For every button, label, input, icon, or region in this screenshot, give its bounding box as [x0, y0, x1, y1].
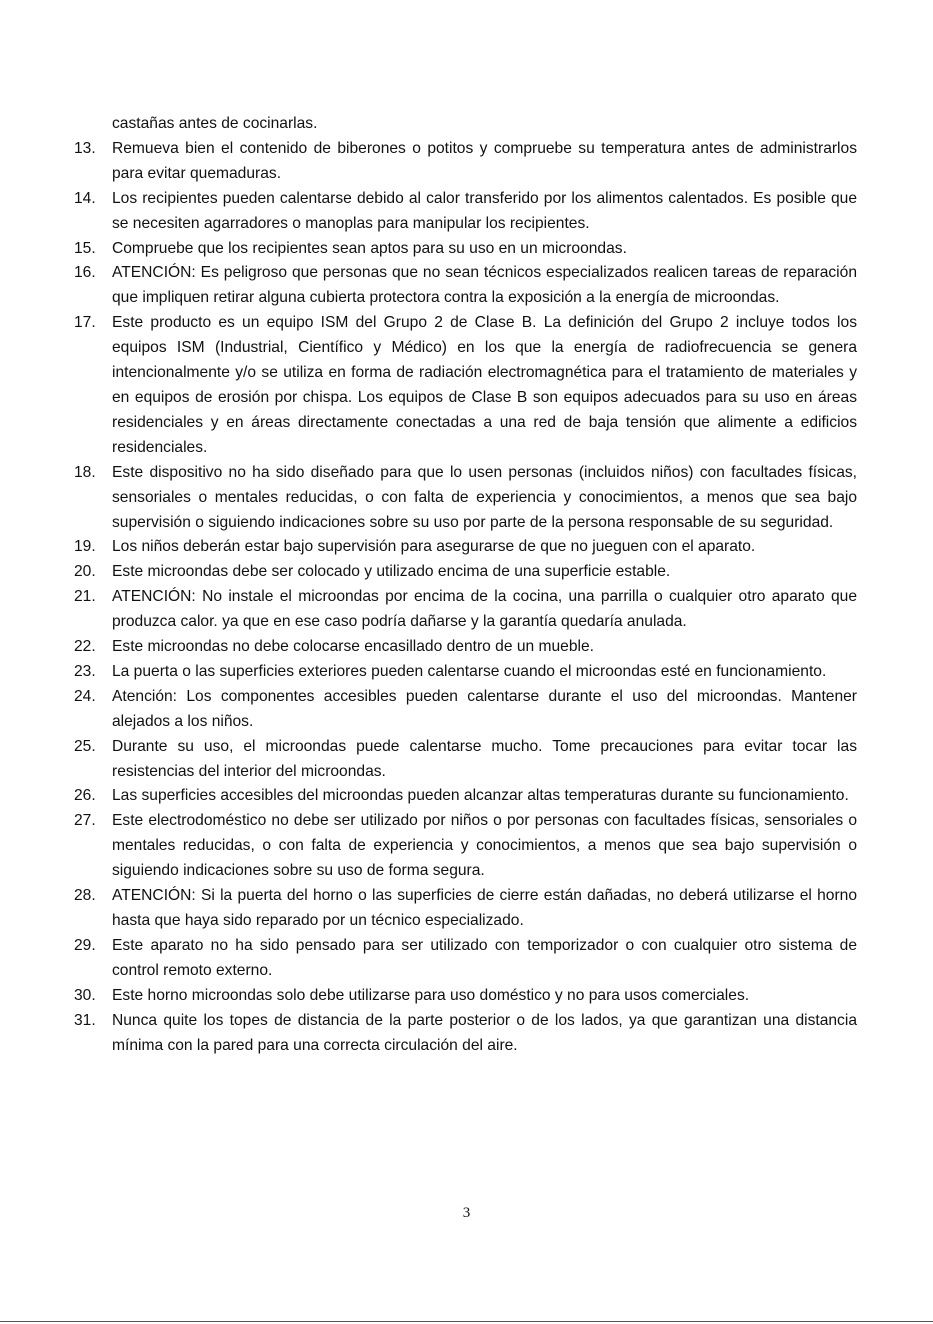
list-item	[74, 1009, 857, 1059]
item-text: Este electrodoméstico no debe ser utilizado por niños o por personas con facultades físicas, sensoriales o mentales reducidas, o con falta de experiencia y conocimientos, a menos que sea bajo supervisión o siguiendo indicaciones sobre su uso de forma segura.	[112, 812, 857, 880]
list-item	[74, 560, 857, 585]
list-item	[74, 237, 857, 262]
item-number: 25.	[74, 737, 96, 755]
item-number: 24.	[74, 687, 96, 705]
list-item	[74, 685, 857, 735]
item-number: 16.	[74, 264, 96, 282]
list-item	[74, 187, 857, 237]
item-number: 22.	[74, 638, 96, 656]
item-text: La puerta o las superficies exteriores pueden calentarse cuando el microondas esté en funcionamiento.	[112, 662, 827, 680]
list-item	[74, 809, 857, 884]
item-number: 14.	[74, 189, 96, 207]
list-item	[74, 934, 857, 984]
item-number: 29.	[74, 936, 96, 954]
list-item	[74, 884, 857, 934]
list-item	[74, 137, 857, 187]
item-text: Remueva bien el contenido de biberones o potitos y compruebe su temperatura antes de administrarlos para evitar quemaduras.	[112, 139, 857, 182]
page-number: 3	[462, 1205, 471, 1221]
item-number: 15.	[74, 239, 96, 257]
list-item	[74, 261, 857, 311]
item-number: 26.	[74, 787, 96, 805]
item-text: ATENCIÓN: Es peligroso que personas que no sean técnicos especializados realicen tareas de reparación que impliquen retirar alguna cubierta protectora contra la exposición a la energía de microondas.	[112, 264, 857, 307]
item-text: Este microondas debe ser colocado y utilizado encima de una superficie estable.	[112, 563, 671, 581]
item-number: 18.	[74, 463, 96, 481]
item-number: 30.	[74, 986, 96, 1004]
list-item	[74, 311, 857, 460]
item-text: Este producto es un equipo ISM del Grupo 2 de Clase B. La definición del Grupo 2 incluye todos los equipos ISM (Industrial, Científico y Médico) en los que la energía de radiofrecuencia se genera intencionalmente y/o se utiliza en forma de radiación electromagnética para el tratamiento de materiales y en equipos de erosión por chispa. Los equipos de Clase B son equipos adecuados para su uso en áreas residenciales y en áreas directamente conectadas a una red de baja tensión que alimente a edificios residenciales.	[112, 314, 857, 456]
item-text: Atención: Los componentes accesibles pueden calentarse durante el uso del microondas. Mantener alejados a los niños.	[112, 687, 857, 730]
item-number: 13.	[74, 139, 96, 157]
item-text: Nunca quite los topes de distancia de la parte posterior o de los lados, ya que garantizan una distancia mínima con la pared para una correcta circulación del aire.	[112, 1011, 857, 1054]
item-number: 31.	[74, 1011, 96, 1029]
item-text: Este dispositivo no ha sido diseñado para que lo usen personas (incluidos niños) con facultades físicas, sensoriales o mentales reducidas, o con falta de experiencia y conocimientos, a menos que sea bajo supervisión o siguiendo indicaciones sobre su uso por parte de la persona responsable de su seguridad.	[112, 463, 857, 531]
item-text: ATENCIÓN: No instale el microondas por encima de la cocina, una parrilla o cualquier otro aparato que produzca calor. ya que en ese caso podría dañarse y la garantía quedaría anulada.	[112, 588, 857, 631]
item-text: Este aparato no ha sido pensado para ser utilizado con temporizador o con cualquier otro sistema de control remoto externo.	[112, 936, 857, 979]
safety-instructions-list	[74, 112, 857, 1058]
list-item	[74, 735, 857, 785]
item-text: Los recipientes pueden calentarse debido al calor transferido por los alimentos calentados. Es posible que se necesiten agarradores o manoplas para manipular los recipientes.	[112, 189, 857, 232]
bottom-divider	[0, 1321, 933, 1322]
list-item	[74, 784, 857, 809]
item-number: 27.	[74, 812, 96, 830]
item-number: 19.	[74, 538, 96, 556]
item-number: 20.	[74, 563, 96, 581]
list-item	[74, 535, 857, 560]
list-item	[74, 660, 857, 685]
item-text: Este horno microondas solo debe utilizarse para uso doméstico y no para usos comerciales.	[112, 986, 750, 1004]
item-text: Las superficies accesibles del microondas pueden alcanzar altas temperaturas durante su funcionamiento.	[112, 787, 849, 805]
list-item	[74, 461, 857, 536]
continuation-text: castañas antes de cocinarlas.	[112, 115, 318, 132]
item-text: Los niños deberán estar bajo supervisión para asegurarse de que no jueguen con el aparato.	[112, 538, 756, 556]
item-number: 21.	[74, 588, 96, 606]
item-number: 28.	[74, 887, 96, 905]
item-number: 23.	[74, 662, 96, 680]
item-number: 17.	[74, 314, 96, 332]
item-text: Este microondas no debe colocarse encasillado dentro de un mueble.	[112, 638, 594, 656]
list-item	[74, 984, 857, 1009]
list-item	[74, 585, 857, 635]
item-text: ATENCIÓN: Si la puerta del horno o las superficies de cierre están dañadas, no deberá utilizarse el horno hasta que haya sido reparado por un técnico especializado.	[112, 887, 857, 929]
item-text: Durante su uso, el microondas puede calentarse mucho. Tome precauciones para evitar tocar las resistencias del interior del microondas.	[112, 737, 857, 780]
list-item	[74, 635, 857, 660]
item-text: Compruebe que los recipientes sean aptos para su uso en un microondas.	[112, 239, 627, 257]
